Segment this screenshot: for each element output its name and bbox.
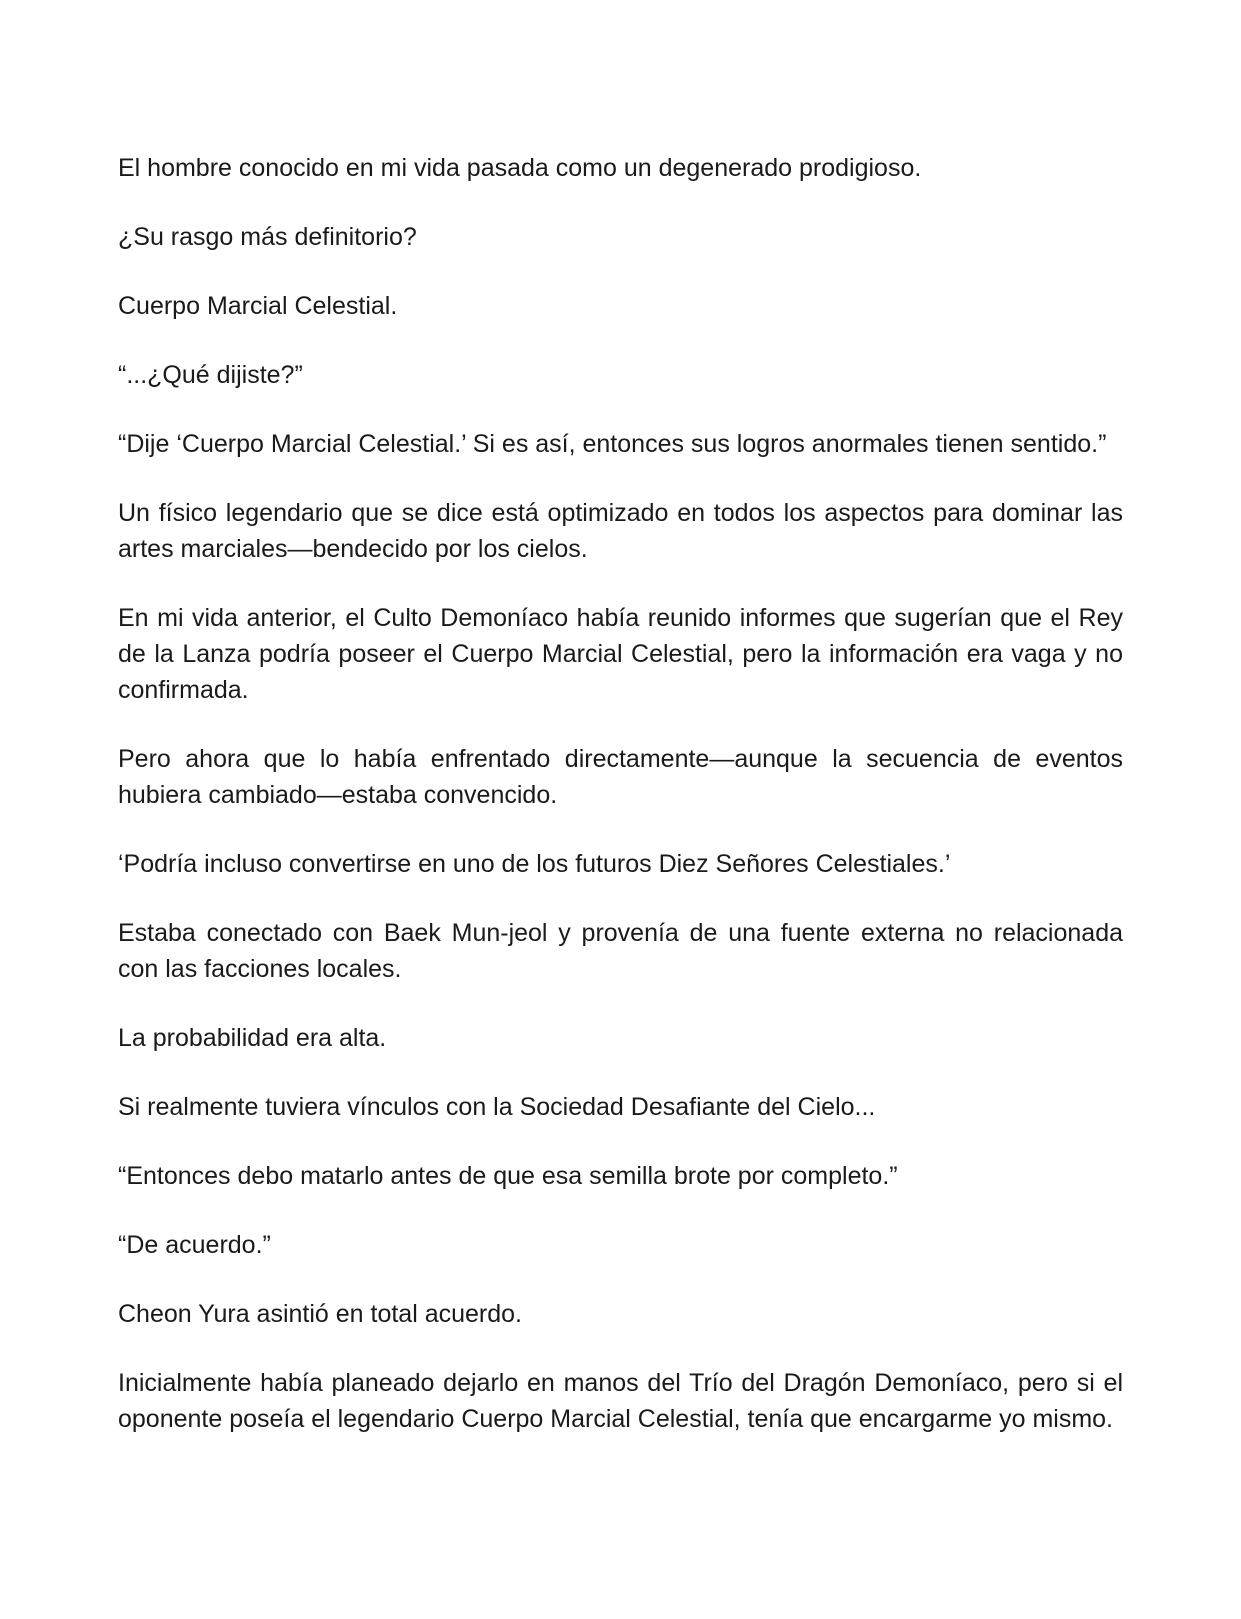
paragraph-12: Si realmente tuviera vínculos con la Sociedad Desafiante del Cielo... xyxy=(118,1093,876,1121)
paragraph-13: “Entonces debo matarlo antes de que esa semilla brote por completo.” xyxy=(118,1162,898,1190)
paragraph-3: Cuerpo Marcial Celestial. xyxy=(118,292,398,320)
paragraph-7: En mi vida anterior, el Culto Demoníaco había reunido informes que sugerían que el Rey de la Lanza podría poseer el Cuerpo Marcial Celestial, pero la información era vaga y no confirmada. xyxy=(118,604,1123,704)
paragraph-15: Cheon Yura asintió en total acuerdo. xyxy=(118,1300,522,1328)
document-page xyxy=(118,150,1123,1470)
paragraph-5: “Dije ‘Cuerpo Marcial Celestial.’ Si es así, entonces sus logros anormales tienen sentido.” xyxy=(118,430,1107,458)
paragraph-11: La probabilidad era alta. xyxy=(118,1024,387,1052)
paragraph-1: El hombre conocido en mi vida pasada como un degenerado prodigioso. xyxy=(118,154,922,182)
paragraph-16: Inicialmente había planeado dejarlo en manos del Trío del Dragón Demoníaco, pero si el oponente poseía el legendario Cuerpo Marcial Celestial, tenía que encargarme yo mismo. xyxy=(118,1369,1123,1433)
paragraph-2: ¿Su rasgo más definitorio? xyxy=(118,223,417,251)
paragraph-10: Estaba conectado con Baek Mun-jeol y provenía de una fuente externa no relacionada con las facciones locales. xyxy=(118,919,1123,983)
paragraph-9: ‘Podría incluso convertirse en uno de los futuros Diez Señores Celestiales.’ xyxy=(118,850,951,878)
paragraph-4: “...¿Qué dijiste?” xyxy=(118,361,303,389)
paragraph-8: Pero ahora que lo había enfrentado directamente—aunque la secuencia de eventos hubiera cambiado—estaba convencido. xyxy=(118,745,1123,809)
paragraph-6: Un físico legendario que se dice está optimizado en todos los aspectos para dominar las artes marciales—bendecido por los cielos. xyxy=(118,499,1123,563)
paragraph-14: “De acuerdo.” xyxy=(118,1231,271,1259)
